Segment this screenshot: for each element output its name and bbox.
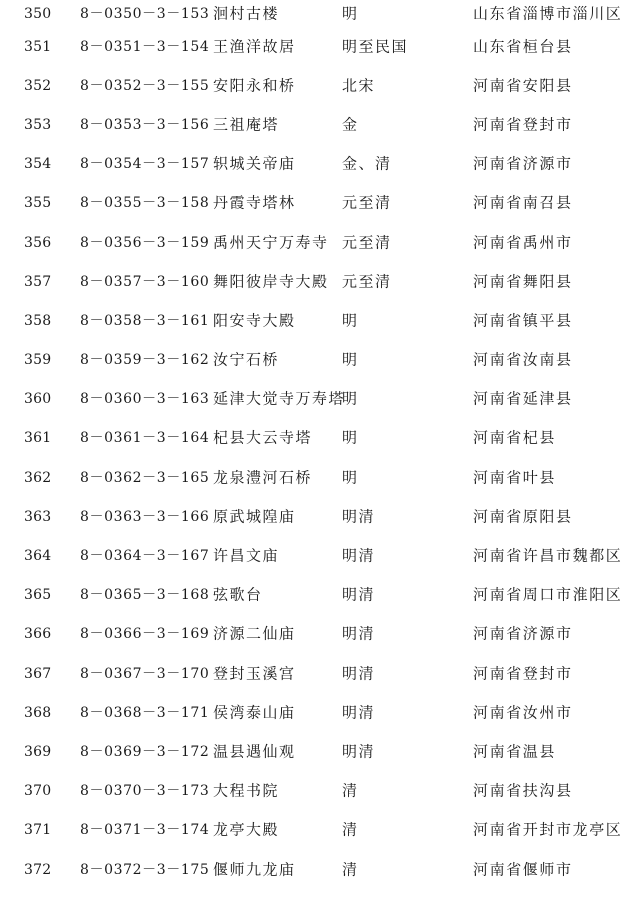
site-name: 洄村古楼 [213,4,280,22]
site-location: 河南省登封市 [473,664,573,683]
site-location: 河南省舞阳县 [473,272,573,291]
site-era: 明清 [342,703,376,722]
site-era: 明 [342,428,359,447]
site-era: 明 [342,311,359,330]
site-location: 河南省偃师市 [473,860,573,879]
site-era: 元至清 [342,193,392,212]
site-code: 8－0363－3－166 [80,508,210,525]
site-location: 河南省周口市淮阳区 [473,585,623,604]
site-location: 河南省温县 [473,742,557,761]
row-number: 355 [24,195,52,212]
site-location: 河南省镇平县 [473,311,573,330]
site-location: 河南省济源市 [473,624,573,643]
site-location: 河南省南召县 [473,193,573,212]
row-number: 364 [24,548,52,565]
site-name: 三祖庵塔 [213,115,280,134]
site-code: 8－0356－3－159 [80,234,210,251]
table-row [0,105,640,144]
table-row [0,0,640,27]
site-name: 龙泉澧河石桥 [213,468,313,487]
site-location: 河南省登封市 [473,115,573,134]
site-name: 轵城关帝庙 [213,154,296,173]
site-era: 明清 [342,546,376,565]
site-era: 元至清 [342,272,392,291]
site-era: 明 [342,350,359,369]
site-code: 8－0350－3－153 [80,5,210,22]
site-name: 偃师九龙庙 [213,860,296,879]
row-number: 359 [24,352,52,369]
row-number: 368 [24,704,52,721]
site-code: 8－0369－3－172 [80,743,210,760]
site-location: 河南省叶县 [473,468,557,487]
table-row [0,458,640,497]
site-name: 龙亭大殿 [213,820,280,839]
site-code: 8－0354－3－157 [80,156,210,173]
site-name: 王渔洋故居 [213,37,296,56]
site-name: 汝宁石桥 [213,350,280,369]
site-code: 8－0358－3－161 [80,312,210,329]
site-name: 延津大觉寺万寿塔 [213,389,346,408]
row-number: 363 [24,508,52,525]
site-location: 河南省许昌市魏都区 [473,546,623,565]
table-row [0,811,640,850]
table-row [0,615,640,654]
row-number: 372 [24,861,52,878]
site-era: 明清 [342,664,376,683]
row-number: 369 [24,743,52,760]
site-code: 8－0353－3－156 [80,116,210,133]
site-name: 禹州天宁万寿寺 [213,233,329,252]
row-number: 358 [24,312,52,329]
row-number: 354 [24,156,52,173]
site-name: 丹霞寺塔林 [213,193,296,212]
site-era: 明 [342,389,359,408]
site-era: 清 [342,781,359,800]
site-name: 登封玉溪宫 [213,664,296,683]
site-era: 清 [342,860,359,879]
site-name: 阳安寺大殿 [213,311,296,330]
site-location: 河南省原阳县 [473,507,573,526]
site-code: 8－0362－3－165 [80,469,210,486]
site-location: 河南省安阳县 [473,76,573,95]
site-era: 明清 [342,624,376,643]
site-location: 河南省汝州市 [473,703,573,722]
site-code: 8－0372－3－175 [80,861,210,878]
site-era: 明清 [342,585,376,604]
table-row [0,262,640,301]
site-location: 河南省杞县 [473,428,557,447]
row-number: 361 [24,430,52,447]
site-name: 舞阳彼岸寺大殿 [213,272,329,291]
site-code: 8－0352－3－155 [80,77,210,94]
site-name: 许昌文庙 [213,546,280,565]
row-number: 367 [24,665,52,682]
table-row [0,419,640,458]
row-number: 353 [24,116,52,133]
table-row [0,184,640,223]
site-era: 元至清 [342,233,392,252]
row-number: 360 [24,391,52,408]
site-era: 北宋 [342,76,376,95]
table-row [0,341,640,380]
table-row [0,732,640,771]
site-era: 金、清 [342,154,392,173]
row-number: 366 [24,626,52,643]
site-code: 8－0367－3－170 [80,665,210,682]
site-code: 8－0357－3－160 [80,273,210,290]
site-era: 明清 [342,507,376,526]
table-row [0,223,640,262]
site-location: 河南省济源市 [473,154,573,173]
site-era: 明清 [342,742,376,761]
table-row [0,27,640,66]
site-location: 山东省淄博市淄川区 [473,4,623,22]
site-name: 杞县大云寺塔 [213,428,313,447]
site-location: 河南省禹州市 [473,233,573,252]
site-code: 8－0361－3－164 [80,430,210,447]
site-location: 河南省汝南县 [473,350,573,369]
row-number: 356 [24,234,52,251]
site-era: 金 [342,115,359,134]
table-row [0,576,640,615]
table-row [0,497,640,536]
site-name: 侯湾泰山庙 [213,703,296,722]
row-number: 370 [24,783,52,800]
site-name: 原武城隍庙 [213,507,296,526]
site-location: 河南省延津县 [473,389,573,408]
site-location: 河南省扶沟县 [473,781,573,800]
row-number: 365 [24,587,52,604]
table-row [0,850,640,889]
site-era: 清 [342,820,359,839]
row-number: 352 [24,77,52,94]
site-name: 弦歌台 [213,585,263,604]
table-row [0,66,640,105]
site-code: 8－0364－3－167 [80,548,210,565]
site-code: 8－0360－3－163 [80,391,210,408]
site-name: 大程书院 [213,781,280,800]
site-era: 明至民国 [342,37,409,56]
table-row [0,380,640,419]
site-location: 山东省桓台县 [473,37,573,56]
site-name: 温县遇仙观 [213,742,296,761]
table-row [0,145,640,184]
table-row [0,301,640,340]
site-code: 8－0351－3－154 [80,38,210,55]
site-code: 8－0371－3－174 [80,822,210,839]
site-era: 明 [342,4,359,22]
site-code: 8－0359－3－162 [80,352,210,369]
site-era: 明 [342,468,359,487]
site-code: 8－0368－3－171 [80,704,210,721]
site-code: 8－0365－3－168 [80,587,210,604]
site-name: 安阳永和桥 [213,76,296,95]
site-code: 8－0366－3－169 [80,626,210,643]
row-number: 371 [24,822,52,839]
site-name: 济源二仙庙 [213,624,296,643]
row-number: 362 [24,469,52,486]
table-row [0,536,640,575]
row-number: 357 [24,273,52,290]
site-code: 8－0370－3－173 [80,783,210,800]
table-row [0,772,640,811]
site-code: 8－0355－3－158 [80,195,210,212]
table-row [0,654,640,693]
row-number: 350 [24,5,52,22]
table-row [0,693,640,732]
row-number: 351 [24,38,52,55]
site-location: 河南省开封市龙亭区 [473,820,623,839]
